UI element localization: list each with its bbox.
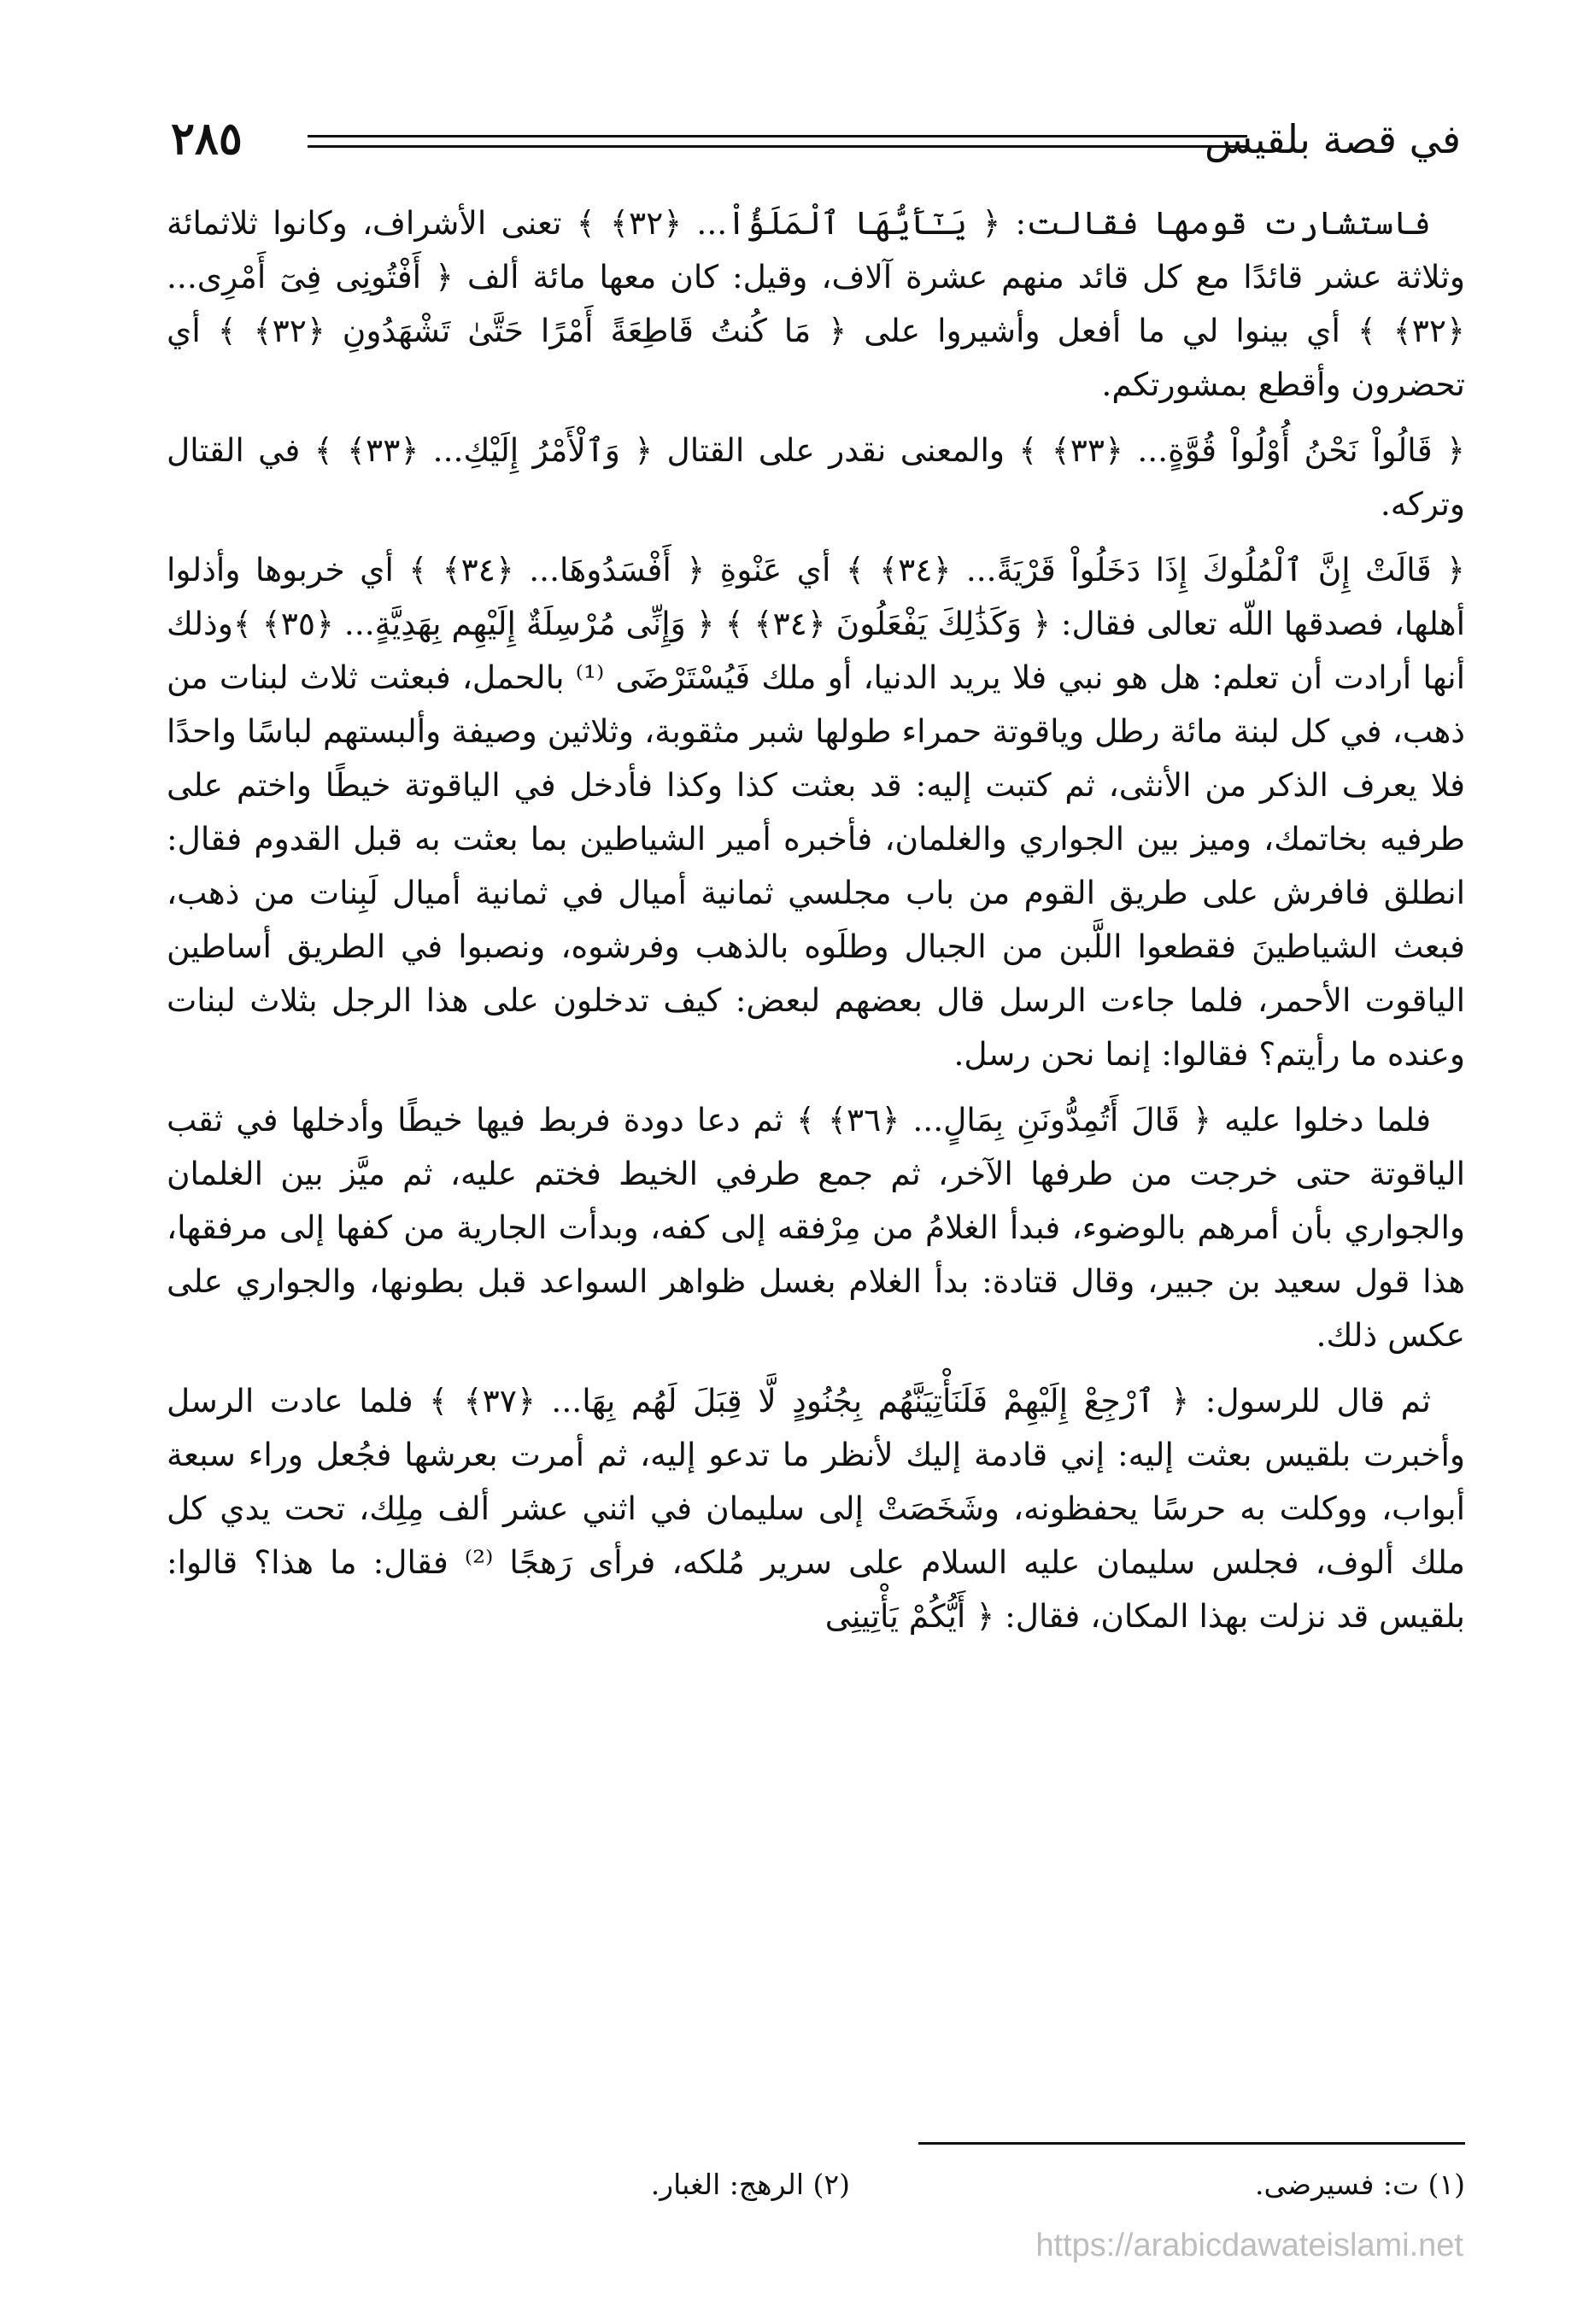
footnote-2: (٢) الرهج: الغبار.: [650, 2168, 850, 2201]
footnote-1: (١) ت: فسيرضى.: [1254, 2168, 1465, 2201]
paragraph: فاستشارت قومها فقالت: ﴿ يَـٰٓأَيُّهَا ٱلْمَلَؤُاْ... ﴿٣٢﴾ ﴾ تعنى الأشراف، وكانوا ثلاثمائة وثلاثة عشر قائدًا مع كل قائد منهم عشرة آلاف، وقيل: كان معها مائة ألف ﴿ أَفْتُونِى فِىٓ أَمْرِى... ﴿٣٢﴾ ﴾ أي بينوا لي ما أفعل وأشيروا على ﴿ مَا كُنتُ قَاطِعَةً أَمْرًا حَتَّىٰ تَشْهَدُونِ ﴿٣٢﴾ ﴾ أي تحضرون وأقطع بمشورتكم.: [167, 204, 1465, 403]
body-text: [167, 196, 1465, 1655]
header-double-rule: [308, 135, 1247, 148]
watermark-url: https://arabicdawateislami.net: [1035, 2227, 1463, 2263]
footnotes: [167, 2161, 1465, 2212]
running-header: [171, 109, 1461, 178]
paragraph: فلما دخلوا عليه ﴿ قَالَ أَتُمِدُّونَنِ بِمَالٍ... ﴿٣٦﴾ ﴾ ثم دعا دودة فربط فيها خيطًا وأدخلها في ثقب الياقوتة حتى خرجت من طرفها الآخر، ثم جمع طرفي الخيط فختم عليه، ثم ميَّز بين الغلمان والجواري بأن أمرهم بالوضوء، فبدأ الغلامُ من مِرْفقه إلى كفه، وبدأت الجارية من كفها إلى مرفقها، هذا قول سعيد بن جبير، وقال قتادة: بدأ الغلام بغسل ظواهر السواعد قبل بطونها، والجواري على عكس ذلك.: [167, 1101, 1465, 1354]
paragraph: ثم قال للرسول: ﴿ ٱرْجِعْ إِلَيْهِمْ فَلَنَأْتِيَنَّهُم بِجُنُودٍ لَّا قِبَلَ لَهُم بِهَا... ﴿٣٧﴾ ﴾ فلما عادت الرسل وأخبرت بلقيس بعثت إليه: إني قادمة إليك لأنظر ما تدعو إليه، ثم أمرت بعرشها فجُعل وراء سبعة أبواب، ووكلت به حرسًا يحفظونه، وشَخَصَتْ إلى سليمان في اثني عشر ألف مِلِك، تحت يدي كل ملك ألوف، فجلس سليمان عليه السلام على سرير مُلكه، فرأى رَهجًا ⁽²⁾ فقال: ما هذا؟ قالوا: بلقيس قد نزلت بهذا المكان، فقال: ﴿ أَيُّكُمْ يَأْتِينِى: [167, 1382, 1465, 1635]
footnote-separator: [918, 2142, 1465, 2145]
page-number: ٢٨٥: [171, 113, 243, 165]
paragraph: ﴿ قَالُواْ نَحْنُ أُوْلُواْ قُوَّةٍ... ﴿٣٣﴾ ﴾ والمعنى نقدر على القتال ﴿ وَٱلْأَمْرُ إِلَيْكِ... ﴿٣٣﴾ ﴾ في القتال وتركه.: [167, 431, 1465, 523]
paragraph: ﴿ قَالَتْ إِنَّ ٱلْمُلُوكَ إِذَا دَخَلُواْ قَرْيَةً... ﴿٣٤﴾ ﴾ أي عَنْوةِ ﴿ أَفْسَدُوهَا... ﴿٣٤﴾ ﴾ أي خربوها وأذلوا أهلها، فصدقها اللّه تعالى فقال: ﴿ وَكَذَٰلِكَ يَفْعَلُونَ ﴿٣٤﴾ ﴾ ﴿ وَإِنِّى مُرْسِلَةٌ إِلَيْهِم بِهَدِيَّةٍ... ﴿٣٥﴾ ﴾وذلك أنها أرادت أن تعلم: هل هو نبي فلا يريد الدنيا، أو ملك فَيُسْتَرْضَى ⁽¹⁾ بالحمل، فبعثت ثلاث لبنات من ذهب، في كل لبنة مائة رطل وياقوتة حمراء طولها شبر مثقوبة، وثلاثين وصيفة وألبستهم لباسًا واحدًا فلا يعرف الذكر من الأنثى، ثم كتبت إليه: قد بعثت كذا وكذا فأدخل في الياقوتة خيطًا واختم على طرفيه بخاتمك، وميز بين الجواري والغلمان، فأخبره أمير الشياطين بما بعثت به قبل القدوم فقال: انطلق فافرش على طريق القوم من باب مجلسي ثمانية أميال في ثمانية أميال لَبِنات من ذهب، فبعث الشياطينَ فقطعوا اللَّبن من الجبال وطلَوه بالذهب وفرشوه، ونصبوا في الطريق أساطين الياقوت الأحمر، فلما جاءت الرسل قال بعضهم لبعض: كيف تدخلون على هذا الرجل بثلاث لبنات وعنده ما رأيتم؟ فقالوا: إنما نحن رسل.: [167, 551, 1466, 1073]
chapter-title: في قصة بلقيس: [1205, 116, 1461, 162]
